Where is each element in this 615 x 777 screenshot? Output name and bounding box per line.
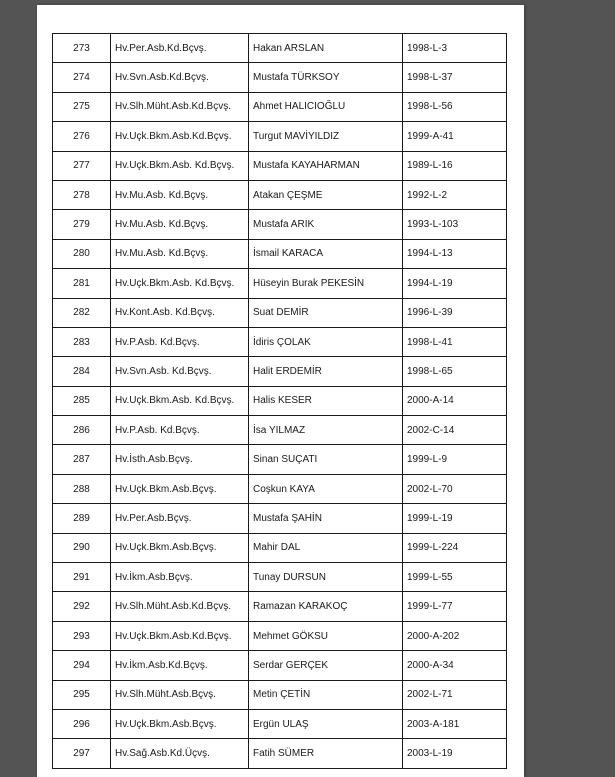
registry-cell: 1996-L-39: [403, 298, 507, 327]
name-cell: Mustafa KAYAHARMAN: [249, 151, 403, 180]
registry-cell: 1999-A-41: [403, 122, 507, 151]
registry-cell: 2002-C-14: [403, 416, 507, 445]
row-number: 279: [53, 210, 111, 239]
row-number: 289: [53, 504, 111, 533]
name-cell: Serdar GERÇEK: [249, 651, 403, 680]
personnel-table-body: [53, 34, 507, 769]
name-cell: Hüseyin Burak PEKESİN: [249, 269, 403, 298]
registry-cell: 1994-L-19: [403, 269, 507, 298]
row-number: 292: [53, 592, 111, 621]
table-row: [53, 592, 507, 621]
rank-cell: Hv.Per.Asb.Bçvş.: [111, 504, 249, 533]
name-cell: İsmail KARACA: [249, 239, 403, 268]
registry-cell: 1999-L-19: [403, 504, 507, 533]
name-cell: Sinan SUÇATI: [249, 445, 403, 474]
table-row: [53, 621, 507, 650]
name-cell: Mustafa TÜRKSOY: [249, 63, 403, 92]
registry-cell: 2003-A-181: [403, 709, 507, 738]
rank-cell: Hv.Slh.Müht.Asb.Kd.Bçvş.: [111, 92, 249, 121]
rank-cell: Hv.P.Asb. Kd.Bçvş.: [111, 327, 249, 356]
name-cell: Ergün ULAŞ: [249, 709, 403, 738]
registry-cell: 1999-L-77: [403, 592, 507, 621]
rank-cell: Hv.Uçk.Bkm.Asb.Kd.Bçvş.: [111, 621, 249, 650]
name-cell: Fatih SÜMER: [249, 739, 403, 768]
rank-cell: Hv.İsth.Asb.Bçvş.: [111, 445, 249, 474]
rank-cell: Hv.İkm.Asb.Kd.Bçvş.: [111, 651, 249, 680]
registry-cell: 1998-L-65: [403, 357, 507, 386]
row-number: 290: [53, 533, 111, 562]
row-number: 285: [53, 386, 111, 415]
row-number: 283: [53, 327, 111, 356]
table-row: [53, 386, 507, 415]
rank-cell: Hv.Mu.Asb. Kd.Bçvş.: [111, 239, 249, 268]
table-row: [53, 680, 507, 709]
name-cell: İdiris ÇOLAK: [249, 327, 403, 356]
personnel-table: [52, 33, 507, 769]
table-row: [53, 210, 507, 239]
row-number: 291: [53, 563, 111, 592]
registry-cell: 2002-L-71: [403, 680, 507, 709]
name-cell: Halis KESER: [249, 386, 403, 415]
row-number: 286: [53, 416, 111, 445]
table-row: [53, 327, 507, 356]
rank-cell: Hv.Uçk.Bkm.Asb. Kd.Bçvş.: [111, 151, 249, 180]
row-number: 273: [53, 34, 111, 63]
row-number: 278: [53, 180, 111, 209]
rank-cell: Hv.Uçk.Bkm.Asb. Kd.Bçvş.: [111, 386, 249, 415]
rank-cell: Hv.Uçk.Bkm.Asb.Kd.Bçvş.: [111, 122, 249, 151]
row-number: 293: [53, 621, 111, 650]
row-number: 297: [53, 739, 111, 768]
registry-cell: 1992-L-2: [403, 180, 507, 209]
table-row: [53, 239, 507, 268]
registry-cell: 2000-A-34: [403, 651, 507, 680]
table-row: [53, 445, 507, 474]
name-cell: Metin ÇETİN: [249, 680, 403, 709]
rank-cell: Hv.Uçk.Bkm.Asb.Bçvş.: [111, 533, 249, 562]
table-row: [53, 92, 507, 121]
name-cell: Ahmet HALICIOĞLU: [249, 92, 403, 121]
rank-cell: Hv.Mu.Asb. Kd.Bçvş.: [111, 210, 249, 239]
row-number: 276: [53, 122, 111, 151]
registry-cell: 2000-A-202: [403, 621, 507, 650]
name-cell: Mahir DAL: [249, 533, 403, 562]
table-row: [53, 563, 507, 592]
registry-cell: 1999-L-9: [403, 445, 507, 474]
table-row: [53, 34, 507, 63]
rank-cell: Hv.Slh.Müht.Asb.Bçvş.: [111, 680, 249, 709]
row-number: 277: [53, 151, 111, 180]
table-row: [53, 416, 507, 445]
rank-cell: Hv.Slh.Müht.Asb.Kd.Bçvş.: [111, 592, 249, 621]
name-cell: Halit ERDEMİR: [249, 357, 403, 386]
rank-cell: Hv.Sağ.Asb.Kd.Üçvş.: [111, 739, 249, 768]
row-number: 275: [53, 92, 111, 121]
document-page: [37, 5, 524, 777]
registry-cell: 1994-L-13: [403, 239, 507, 268]
table-row: [53, 709, 507, 738]
rank-cell: Hv.Per.Asb.Kd.Bçvş.: [111, 34, 249, 63]
registry-cell: 1998-L-41: [403, 327, 507, 356]
registry-cell: 1998-L-37: [403, 63, 507, 92]
name-cell: Turgut MAVİYILDIZ: [249, 122, 403, 151]
registry-cell: 2002-L-70: [403, 474, 507, 503]
table-row: [53, 122, 507, 151]
name-cell: Suat DEMİR: [249, 298, 403, 327]
name-cell: Mehmet GÖKSU: [249, 621, 403, 650]
table-row: [53, 151, 507, 180]
registry-cell: 1989-L-16: [403, 151, 507, 180]
registry-cell: 1993-L-103: [403, 210, 507, 239]
rank-cell: Hv.Uçk.Bkm.Asb.Bçvş.: [111, 474, 249, 503]
rank-cell: Hv.Kont.Asb. Kd.Bçvş.: [111, 298, 249, 327]
rank-cell: Hv.Uçk.Bkm.Asb. Kd.Bçvş.: [111, 269, 249, 298]
registry-cell: 1998-L-3: [403, 34, 507, 63]
table-row: [53, 63, 507, 92]
name-cell: İsa YILMAZ: [249, 416, 403, 445]
rank-cell: Hv.Svn.Asb.Kd.Bçvş.: [111, 63, 249, 92]
name-cell: Hakan ARSLAN: [249, 34, 403, 63]
table-row: [53, 180, 507, 209]
row-number: 288: [53, 474, 111, 503]
registry-cell: 1999-L-224: [403, 533, 507, 562]
registry-cell: 2000-A-14: [403, 386, 507, 415]
name-cell: Mustafa ARIK: [249, 210, 403, 239]
table-row: [53, 533, 507, 562]
registry-cell: 1998-L-56: [403, 92, 507, 121]
rank-cell: Hv.İkm.Asb.Bçvş.: [111, 563, 249, 592]
table-row: [53, 474, 507, 503]
row-number: 284: [53, 357, 111, 386]
table-row: [53, 357, 507, 386]
table-row: [53, 651, 507, 680]
table-row: [53, 269, 507, 298]
table-row: [53, 504, 507, 533]
table-row: [53, 298, 507, 327]
row-number: 281: [53, 269, 111, 298]
rank-cell: Hv.Uçk.Bkm.Asb.Bçvş.: [111, 709, 249, 738]
row-number: 294: [53, 651, 111, 680]
row-number: 287: [53, 445, 111, 474]
row-number: 274: [53, 63, 111, 92]
row-number: 280: [53, 239, 111, 268]
name-cell: Atakan ÇEŞME: [249, 180, 403, 209]
table-row: [53, 739, 507, 768]
rank-cell: Hv.Svn.Asb. Kd.Bçvş.: [111, 357, 249, 386]
name-cell: Mustafa ŞAHİN: [249, 504, 403, 533]
registry-cell: 2003-L-19: [403, 739, 507, 768]
name-cell: Coşkun KAYA: [249, 474, 403, 503]
row-number: 282: [53, 298, 111, 327]
registry-cell: 1999-L-55: [403, 563, 507, 592]
name-cell: Ramazan KARAKOÇ: [249, 592, 403, 621]
rank-cell: Hv.Mu.Asb. Kd.Bçvş.: [111, 180, 249, 209]
row-number: 295: [53, 680, 111, 709]
rank-cell: Hv.P.Asb. Kd.Bçvş.: [111, 416, 249, 445]
name-cell: Tunay DURSUN: [249, 563, 403, 592]
row-number: 296: [53, 709, 111, 738]
